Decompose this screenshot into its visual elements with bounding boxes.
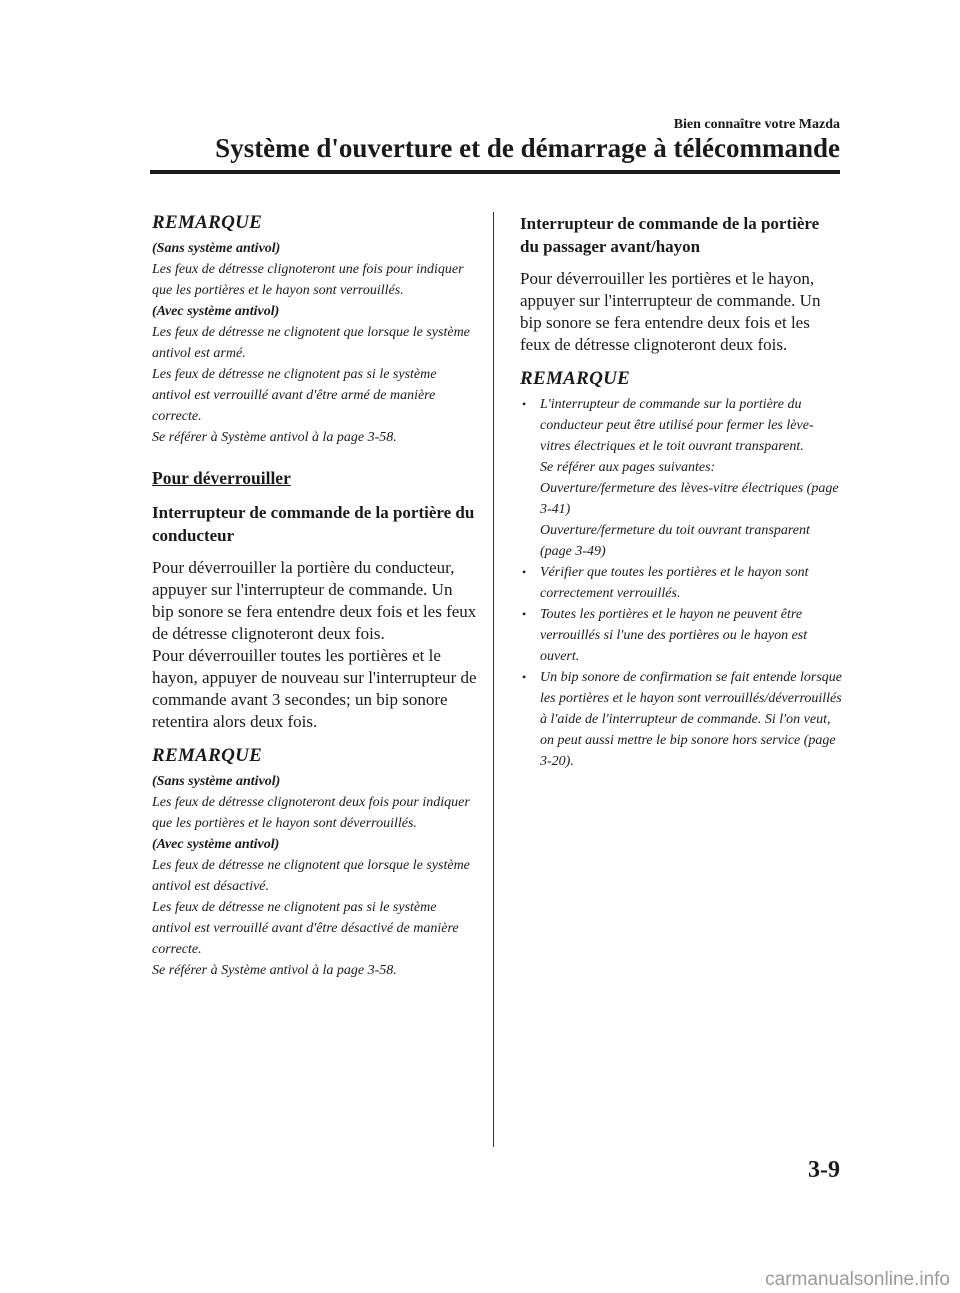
list-item-text: Toutes les portières et le hayon ne peuvent être verrouillés si l'une des portières ou le hayon est ouvert. [540,607,808,664]
body-paragraph: Pour déverrouiller la portière du conducteur, appuyer sur l'interrupteur de commande. Un bip sonore se fera entendre deux fois et les feux de détresse clignoteront deux fois. [152,558,477,643]
page-title: Système d'ouverture et de démarrage à télécommande [215,133,840,163]
list-item [520,394,842,562]
subsection-title: Interrupteur de commande de la portière du conducteur [152,503,475,545]
note-text: Se référer à Système antivol à la page 3-58. [152,963,397,978]
note-block-unlock [152,745,477,981]
bullet-icon: • [522,670,527,684]
note-text: Les feux de détresse clignoteront deux fois pour indiquer que les portières et le hayon sont déverrouillés. [152,795,470,831]
note-subheading: (Avec système antivol) [152,837,280,852]
note-text: Les feux de détresse ne clignotent pas si le système antivol est verrouillé avant d'être armé de manière correcte. [152,367,437,424]
right-column [520,212,842,772]
watermark: carmanualsonline.info [765,1269,950,1290]
list-item [520,562,842,604]
column-divider [493,212,494,1147]
list-item-text: Un bip sonore de confirmation se fait entende lorsque les portières et le hayon sont verrouillés/déverrouillés à l'aide de l'interrupteur de commande. Si l'on veut, on peut aussi mettre le bip sonore hors service (page 3-20). [540,670,842,769]
note-subheading: (Avec système antivol) [152,304,280,319]
note-list [520,394,842,772]
note-block-remarks [520,368,842,772]
list-item-text: Ouverture/fermeture du toit ouvrant transparent (page 3-49) [540,523,810,559]
body-paragraph: Pour déverrouiller toutes les portières et le hayon, appuyer de nouveau sur l'interrupteur de commande avant 3 secondes; un bip sonore retentira alors deux fois. [152,646,477,731]
note-text: Les feux de détresse ne clignotent pas si le système antivol est verrouillé avant d'être désactivé de manière correcte. [152,900,459,957]
bullet-icon: • [522,397,527,411]
note-text: Les feux de détresse ne clignotent que lorsque le système antivol est désactivé. [152,858,470,894]
note-label: REMARQUE [152,212,263,233]
list-item [520,604,842,667]
list-item-text: Se référer aux pages suivantes: [540,460,716,475]
note-label: REMARQUE [520,368,631,389]
list-item-text: L'interrupteur de commande sur la portière du conducteur peut être utilisé pour fermer les lève-vitres électriques et le toit ouvrant transparent. [540,397,814,454]
bullet-icon: • [522,607,527,621]
section-title: Pour déverrouiller [152,468,291,488]
note-text: Se référer à Système antivol à la page 3-58. [152,430,397,445]
list-item-text: Ouverture/fermeture des lèves-vitre électriques (page 3-41) [540,481,839,517]
note-text: Les feux de détresse clignoteront une fois pour indiquer que les portières et le hayon sont verrouillés. [152,262,464,298]
note-text: Les feux de détresse ne clignotent que lorsque le système antivol est armé. [152,325,470,361]
header-subtitle: Bien connaître votre Mazda [673,117,840,132]
body-paragraph: Pour déverrouiller les portières et le hayon, appuyer sur l'interrupteur de commande. Un bip sonore se fera entendre deux fois et les feux de détresse clignoteront deux fois. [520,269,821,354]
note-label: REMARQUE [152,745,263,766]
subsection-title: Interrupteur de commande de la portière du passager avant/hayon [520,214,820,256]
left-column [152,212,477,981]
header-rule [150,170,840,174]
list-item [520,667,842,772]
note-block-lock [152,212,477,448]
note-subheading: (Sans système antivol) [152,241,281,256]
bullet-icon: • [522,565,527,579]
page-number: 3-9 [808,1157,840,1183]
note-subheading: (Sans système antivol) [152,774,281,789]
list-item-text: Vérifier que toutes les portières et le hayon sont correctement verrouillés. [540,565,809,601]
